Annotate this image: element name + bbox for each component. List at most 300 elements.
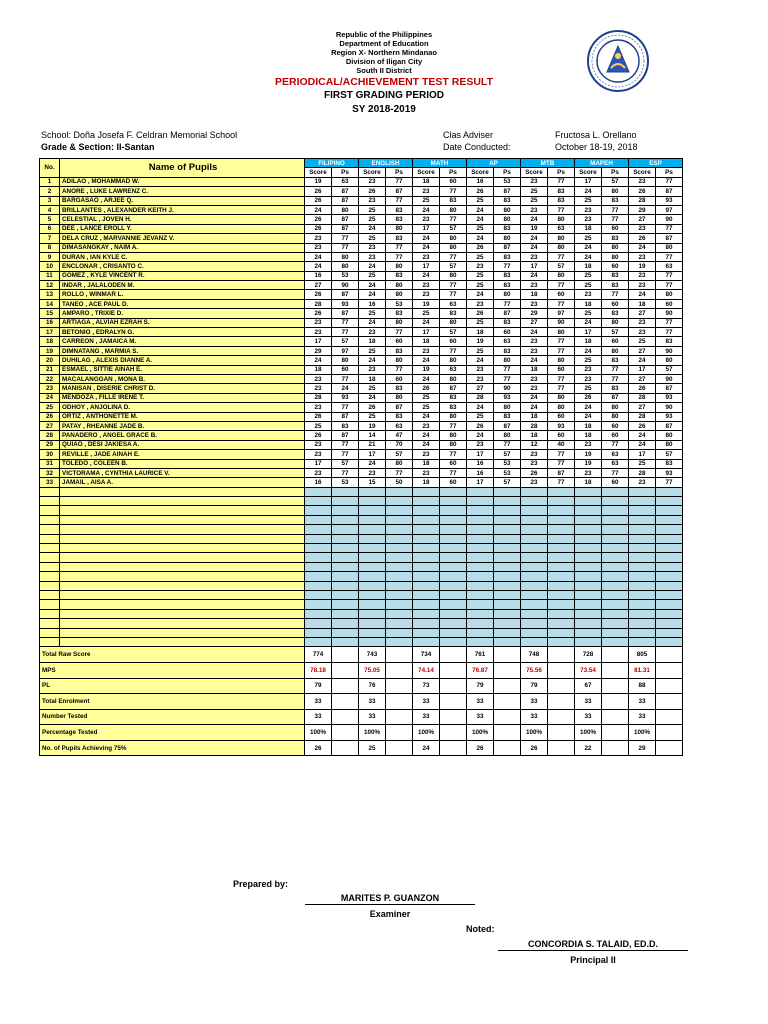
- score-cell-empty: [548, 590, 575, 599]
- score-cell-empty: [602, 562, 629, 571]
- score-cell-empty: [413, 572, 440, 581]
- score-cell: 87: [332, 215, 359, 224]
- score-cell-empty: [467, 581, 494, 590]
- score-cell: 23: [521, 337, 548, 346]
- score-cell: 77: [386, 365, 413, 374]
- score-cell-empty: [656, 562, 683, 571]
- row-number: 5: [40, 215, 60, 224]
- score-cell: 80: [602, 252, 629, 261]
- score-cell-empty: [386, 609, 413, 618]
- table-row: [40, 290, 683, 299]
- score-cell: 97: [656, 205, 683, 214]
- summary-value: 75.05: [359, 662, 386, 678]
- score-cell-empty: [440, 619, 467, 628]
- summary-blank: [386, 740, 413, 756]
- summary-value: 88: [629, 678, 656, 694]
- score-cell: 63: [386, 421, 413, 430]
- score-cell: 24: [629, 290, 656, 299]
- empty-row: [40, 497, 683, 506]
- score-cell-empty: [359, 553, 386, 562]
- summary-blank: [602, 725, 629, 741]
- pupil-name: REVILLE , JADE AINAH E.: [60, 450, 305, 459]
- score-cell: 80: [386, 281, 413, 290]
- score-cell: 77: [656, 478, 683, 487]
- score-cell-empty: [440, 525, 467, 534]
- table-row: [40, 299, 683, 308]
- score-cell: 93: [494, 393, 521, 402]
- pupil-name: BETONIO , EDRALYN G.: [60, 328, 305, 337]
- score-cell-empty: [413, 619, 440, 628]
- score-cell: 77: [602, 440, 629, 449]
- score-cell: 80: [494, 431, 521, 440]
- summary-value: 33: [413, 694, 440, 710]
- score-cell: 77: [548, 384, 575, 393]
- row-number-empty: [40, 534, 60, 543]
- score-cell: 24: [413, 205, 440, 214]
- score-cell: 19: [521, 224, 548, 233]
- score-cell: 26: [359, 187, 386, 196]
- score-cell-empty: [305, 609, 332, 618]
- score-cell: 87: [494, 187, 521, 196]
- score-cell-empty: [521, 619, 548, 628]
- summary-value: 33: [521, 694, 548, 710]
- score-cell: 83: [440, 403, 467, 412]
- score-cell: 63: [440, 299, 467, 308]
- score-cell: 77: [548, 205, 575, 214]
- score-cell: 24: [467, 215, 494, 224]
- score-cell-empty: [305, 637, 332, 646]
- score-cell: 77: [440, 290, 467, 299]
- score-cell: 25: [467, 412, 494, 421]
- score-cell: 23: [305, 234, 332, 243]
- score-cell: 77: [548, 281, 575, 290]
- pupil-name: INDAR , JALALODEN M.: [60, 281, 305, 290]
- score-cell: 80: [386, 224, 413, 233]
- score-cell: 77: [548, 346, 575, 355]
- score-cell-empty: [386, 553, 413, 562]
- score-cell: 24: [359, 262, 386, 271]
- score-cell: 57: [440, 328, 467, 337]
- score-cell: 23: [467, 440, 494, 449]
- score-cell: 60: [440, 459, 467, 468]
- score-cell: 23: [629, 224, 656, 233]
- score-cell: 18: [521, 365, 548, 374]
- score-cell-empty: [602, 525, 629, 534]
- score-cell: 60: [332, 365, 359, 374]
- score-cell-empty: [521, 544, 548, 553]
- score-cell: 80: [440, 440, 467, 449]
- score-cell-empty: [440, 544, 467, 553]
- row-number: 31: [40, 459, 60, 468]
- score-cell-empty: [359, 515, 386, 524]
- summary-value: 81.31: [629, 662, 656, 678]
- score-cell: 80: [656, 243, 683, 252]
- score-cell-empty: [629, 628, 656, 637]
- summary-value: 29: [629, 740, 656, 756]
- score-cell: 28: [629, 393, 656, 402]
- score-cell-empty: [332, 562, 359, 571]
- score-cell: 17: [467, 478, 494, 487]
- score-cell-empty: [494, 572, 521, 581]
- subject-header-esp: ESP: [629, 159, 683, 168]
- summary-value: 26: [521, 740, 548, 756]
- ps-subheader: Ps: [548, 168, 575, 177]
- score-cell-empty: [629, 515, 656, 524]
- score-cell-empty: [305, 534, 332, 543]
- score-cell: 90: [494, 384, 521, 393]
- score-cell-empty: [602, 600, 629, 609]
- score-cell: 80: [548, 403, 575, 412]
- pupil-name: DURAN , IAN KYLE C.: [60, 252, 305, 261]
- table-row: [40, 196, 683, 205]
- ps-subheader: Ps: [386, 168, 413, 177]
- score-cell: 28: [305, 299, 332, 308]
- score-cell-empty: [467, 497, 494, 506]
- score-cell-empty: [413, 553, 440, 562]
- summary-row: [40, 725, 683, 741]
- score-cell-empty: [548, 609, 575, 618]
- score-cell: 87: [494, 421, 521, 430]
- summary-value: 33: [305, 694, 332, 710]
- score-cell-empty: [575, 619, 602, 628]
- row-number: 11: [40, 271, 60, 280]
- subject-header-english: ENGLISH: [359, 159, 413, 168]
- score-subheader: Score: [359, 168, 386, 177]
- score-cell: 25: [467, 346, 494, 355]
- table-row: [40, 243, 683, 252]
- score-cell-empty: [548, 553, 575, 562]
- score-cell: 80: [440, 271, 467, 280]
- summary-blank: [332, 694, 359, 710]
- score-cell: 24: [629, 356, 656, 365]
- score-cell-empty: [359, 619, 386, 628]
- summary-blank: [602, 740, 629, 756]
- score-cell-empty: [332, 525, 359, 534]
- score-cell: 17: [413, 224, 440, 233]
- summary-value: 33: [359, 694, 386, 710]
- pupil-name: AMPARO , TRIXIE D.: [60, 309, 305, 318]
- pupil-name: JAMAIL , AISA A.: [60, 478, 305, 487]
- score-cell: 63: [548, 224, 575, 233]
- summary-value: 728: [575, 647, 602, 663]
- score-cell: 23: [305, 468, 332, 477]
- score-cell: 53: [332, 271, 359, 280]
- score-cell: 60: [548, 431, 575, 440]
- score-cell: 77: [602, 468, 629, 477]
- table-row: [40, 356, 683, 365]
- empty-row: [40, 572, 683, 581]
- score-cell: 83: [494, 224, 521, 233]
- score-cell-empty: [305, 572, 332, 581]
- score-cell-empty: [548, 515, 575, 524]
- date-value: October 18-19, 2018: [555, 142, 638, 152]
- summary-value: 26: [305, 740, 332, 756]
- score-cell: 17: [413, 262, 440, 271]
- score-cell-empty: [629, 600, 656, 609]
- school-year: SY 2018-2019: [352, 104, 416, 115]
- row-number: 9: [40, 252, 60, 261]
- score-cell: 27: [629, 309, 656, 318]
- score-cell-empty: [521, 628, 548, 637]
- row-number: 26: [40, 412, 60, 421]
- score-cell-empty: [386, 628, 413, 637]
- score-cell: 87: [332, 309, 359, 318]
- score-cell-empty: [440, 553, 467, 562]
- score-cell: 24: [305, 252, 332, 261]
- score-cell: 19: [467, 337, 494, 346]
- score-cell-empty: [548, 637, 575, 646]
- score-cell-empty: [575, 590, 602, 599]
- score-cell: 77: [548, 337, 575, 346]
- score-cell: 18: [521, 290, 548, 299]
- score-cell-empty: [386, 515, 413, 524]
- score-cell: 80: [332, 252, 359, 261]
- empty-row: [40, 619, 683, 628]
- summary-label: Percentage Tested: [40, 725, 305, 741]
- summary-blank: [440, 678, 467, 694]
- table-row: [40, 281, 683, 290]
- score-cell-empty: [521, 515, 548, 524]
- row-number: 4: [40, 205, 60, 214]
- row-number: 8: [40, 243, 60, 252]
- score-cell: 16: [305, 271, 332, 280]
- score-cell: 77: [440, 468, 467, 477]
- summary-row: [40, 694, 683, 710]
- score-cell: 23: [575, 365, 602, 374]
- score-cell: 18: [521, 431, 548, 440]
- score-cell: 24: [332, 384, 359, 393]
- score-cell-empty: [359, 609, 386, 618]
- score-cell-empty: [494, 487, 521, 496]
- score-cell-empty: [305, 497, 332, 506]
- score-subheader: Score: [305, 168, 332, 177]
- score-cell: 29: [305, 346, 332, 355]
- score-cell: 60: [602, 478, 629, 487]
- principal-signature-line: [498, 950, 688, 951]
- score-cell-empty: [521, 581, 548, 590]
- score-cell: 23: [521, 346, 548, 355]
- score-cell: 26: [629, 234, 656, 243]
- score-cell: 83: [494, 412, 521, 421]
- score-cell: 83: [440, 393, 467, 402]
- score-cell: 60: [548, 365, 575, 374]
- row-number: 16: [40, 318, 60, 327]
- score-cell-empty: [629, 581, 656, 590]
- score-cell-empty: [332, 553, 359, 562]
- score-cell: 77: [332, 403, 359, 412]
- score-cell-empty: [332, 609, 359, 618]
- score-cell: 77: [494, 262, 521, 271]
- score-cell-empty: [413, 506, 440, 515]
- ps-subheader: Ps: [440, 168, 467, 177]
- table-row: [40, 205, 683, 214]
- score-cell-empty: [575, 506, 602, 515]
- score-cell-empty: [629, 562, 656, 571]
- row-number-empty: [40, 515, 60, 524]
- row-number: 30: [40, 450, 60, 459]
- score-cell-empty: [332, 600, 359, 609]
- score-cell: 80: [656, 431, 683, 440]
- score-cell: 23: [413, 281, 440, 290]
- score-cell: 57: [494, 478, 521, 487]
- summary-value: 734: [413, 647, 440, 663]
- score-cell-empty: [359, 600, 386, 609]
- score-cell: 77: [386, 196, 413, 205]
- score-cell: 87: [548, 468, 575, 477]
- score-cell-empty: [494, 534, 521, 543]
- score-cell-empty: [602, 628, 629, 637]
- score-cell: 60: [548, 412, 575, 421]
- score-cell: 50: [386, 478, 413, 487]
- score-cell: 77: [386, 177, 413, 186]
- summary-blank: [386, 662, 413, 678]
- score-cell: 57: [602, 177, 629, 186]
- score-cell: 24: [359, 356, 386, 365]
- row-number: 18: [40, 337, 60, 346]
- score-cell: 87: [332, 412, 359, 421]
- score-cell-empty: [386, 562, 413, 571]
- score-cell: 25: [575, 356, 602, 365]
- score-cell-empty: [440, 600, 467, 609]
- score-cell: 77: [602, 365, 629, 374]
- summary-blank: [386, 709, 413, 725]
- summary-value: 100%: [305, 725, 332, 741]
- score-cell: 77: [440, 281, 467, 290]
- deped-seal-icon: [587, 30, 649, 92]
- empty-row: [40, 506, 683, 515]
- score-cell: 60: [386, 374, 413, 383]
- score-cell-empty: [305, 590, 332, 599]
- score-cell: 27: [467, 384, 494, 393]
- score-cell: 26: [629, 384, 656, 393]
- score-cell: 27: [629, 374, 656, 383]
- score-cell: 60: [386, 337, 413, 346]
- adviser-label: Clas Adviser: [443, 130, 494, 140]
- row-number: 15: [40, 309, 60, 318]
- score-cell: 77: [548, 450, 575, 459]
- score-cell: 80: [332, 262, 359, 271]
- score-cell-empty: [575, 628, 602, 637]
- score-cell-empty: [413, 544, 440, 553]
- examiner-name: MARITES P. GUANZON: [340, 893, 440, 903]
- row-number-empty: [40, 544, 60, 553]
- score-cell: 77: [386, 252, 413, 261]
- summary-blank: [332, 709, 359, 725]
- row-number-empty: [40, 590, 60, 599]
- score-cell-empty: [359, 544, 386, 553]
- score-cell: 87: [386, 403, 413, 412]
- score-cell: 77: [656, 281, 683, 290]
- score-cell: 83: [548, 196, 575, 205]
- score-cell: 12: [521, 440, 548, 449]
- summary-blank: [440, 725, 467, 741]
- score-cell-empty: [656, 600, 683, 609]
- table-row: [40, 459, 683, 468]
- pupil-name: ROLLO , WINMAR L.: [60, 290, 305, 299]
- score-cell: 25: [629, 337, 656, 346]
- score-cell: 80: [656, 440, 683, 449]
- score-cell-empty: [602, 515, 629, 524]
- summary-blank: [548, 740, 575, 756]
- score-cell: 26: [305, 187, 332, 196]
- score-cell: 16: [305, 478, 332, 487]
- score-cell: 26: [629, 421, 656, 430]
- score-cell-empty: [575, 572, 602, 581]
- score-cell: 60: [440, 478, 467, 487]
- score-cell: 23: [521, 384, 548, 393]
- score-cell: 26: [305, 412, 332, 421]
- summary-value: 33: [359, 709, 386, 725]
- summary-value: 33: [467, 694, 494, 710]
- pupil-name-empty: [60, 487, 305, 496]
- score-cell: 80: [386, 290, 413, 299]
- score-cell: 83: [332, 421, 359, 430]
- score-cell-empty: [332, 544, 359, 553]
- score-cell: 23: [521, 459, 548, 468]
- summary-value: 33: [629, 709, 656, 725]
- row-number-empty: [40, 600, 60, 609]
- score-cell-empty: [305, 544, 332, 553]
- score-cell: 60: [602, 262, 629, 271]
- summary-value: 100%: [575, 725, 602, 741]
- score-cell-empty: [656, 534, 683, 543]
- score-cell: 23: [305, 374, 332, 383]
- summary-blank: [332, 662, 359, 678]
- row-number: 23: [40, 384, 60, 393]
- score-cell: 90: [656, 215, 683, 224]
- score-cell: 24: [413, 243, 440, 252]
- score-cell: 80: [548, 215, 575, 224]
- pupil-name-empty: [60, 515, 305, 524]
- summary-label: PL: [40, 678, 305, 694]
- summary-value: 33: [575, 709, 602, 725]
- score-cell-empty: [413, 515, 440, 524]
- adviser-value: Fructosa L. Orellano: [555, 130, 637, 140]
- score-cell-empty: [575, 609, 602, 618]
- score-cell-empty: [467, 534, 494, 543]
- score-cell: 90: [332, 281, 359, 290]
- pupil-name: TANEO , ACE PAUL D.: [60, 299, 305, 308]
- score-cell: 80: [440, 374, 467, 383]
- score-cell: 26: [629, 187, 656, 196]
- score-cell: 25: [359, 346, 386, 355]
- score-cell: 27: [629, 403, 656, 412]
- score-cell-empty: [440, 637, 467, 646]
- score-cell: 83: [494, 318, 521, 327]
- score-cell: 25: [413, 196, 440, 205]
- score-cell-empty: [359, 562, 386, 571]
- score-cell: 77: [332, 374, 359, 383]
- score-cell: 23: [521, 252, 548, 261]
- row-number-empty: [40, 487, 60, 496]
- score-cell: 53: [386, 299, 413, 308]
- score-cell: 83: [494, 196, 521, 205]
- pupil-name: PANADERO , ANGEL GRACE B.: [60, 431, 305, 440]
- score-cell: 83: [386, 412, 413, 421]
- table-row: [40, 309, 683, 318]
- score-cell-empty: [602, 637, 629, 646]
- score-cell: 23: [305, 450, 332, 459]
- score-cell: 87: [494, 243, 521, 252]
- score-cell-empty: [305, 515, 332, 524]
- score-cell-empty: [332, 487, 359, 496]
- score-cell-empty: [386, 581, 413, 590]
- score-cell: 83: [602, 384, 629, 393]
- score-cell-empty: [602, 487, 629, 496]
- score-cell: 80: [602, 318, 629, 327]
- score-cell: 25: [521, 187, 548, 196]
- score-cell: 77: [548, 459, 575, 468]
